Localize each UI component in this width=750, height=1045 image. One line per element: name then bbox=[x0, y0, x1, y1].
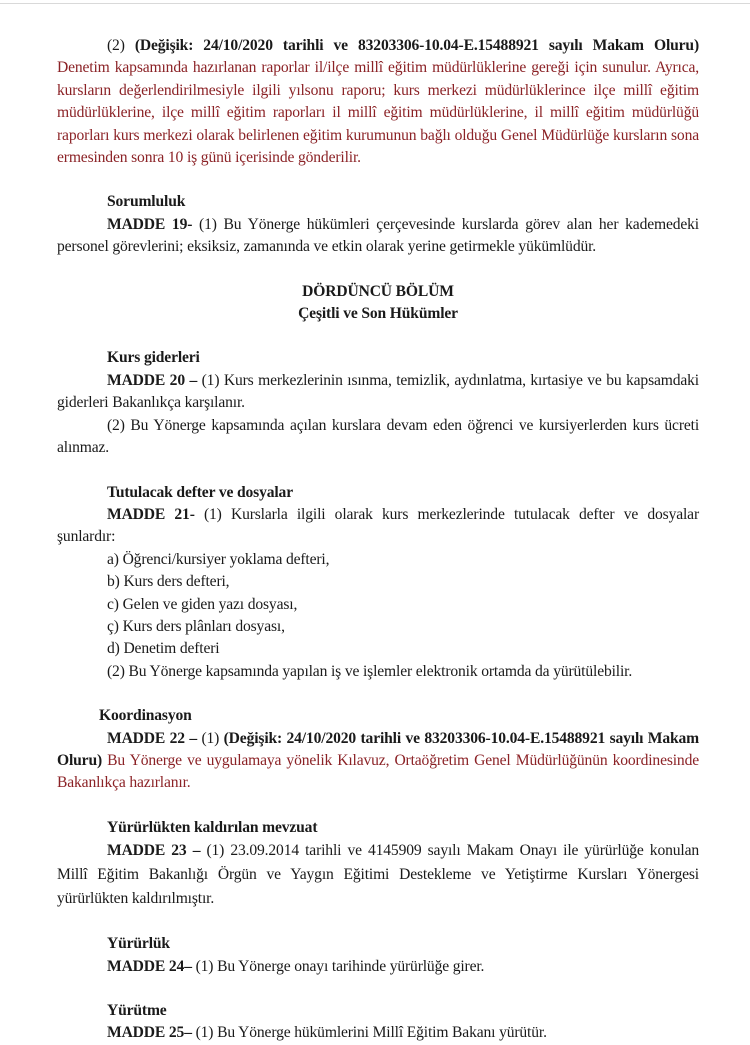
article-19-text: (1) Bu Yönerge hükümleri çerçevesinde kurslarda görev alan her kademedeki personel görevlerini; eksiksiz, zamanında ve etkin olarak yerine getirmekle yükümlüdür. bbox=[57, 215, 699, 256]
article-20-text-1: (1) Kurs merkezlerinin ısınma, temizlik, aydınlatma, kırtasiye ve bu kapsamdaki giderleri Bakanlıkça karşılanır. bbox=[57, 371, 699, 412]
article-21-list-item: d) Denetim defteri bbox=[107, 640, 220, 658]
article-21-text-1: (1) Kurslarla ilgili olarak kurs merkezlerinde tutulacak defter ve dosyalar şunlardır: bbox=[57, 505, 699, 546]
article-20-paragraph-1 bbox=[57, 370, 699, 415]
article-19-paragraph bbox=[57, 214, 699, 259]
article-22-number: (1) bbox=[201, 729, 220, 747]
article-24-label: MADDE 24– bbox=[107, 957, 192, 975]
article-24-text: (1) Bu Yönerge onayı tarihinde yürürlüğe girer. bbox=[195, 957, 485, 975]
article-25-paragraph bbox=[57, 1022, 699, 1044]
article-19-label: MADDE 19- bbox=[107, 215, 193, 233]
intro-number: (2) bbox=[107, 37, 125, 54]
article-22-amendment-note: (Değişik: 24/10/2020 tarihli ve 83203306-10.04-E.15488921 sayılı Makam Oluru) bbox=[57, 729, 700, 769]
article-25-label: MADDE 25– bbox=[107, 1024, 192, 1042]
intro-paragraph bbox=[57, 35, 699, 169]
intro-amended-text: Denetim kapsamında hazırlanan raporlar il/ilçe millî eğitim müdürlüklerine gereği için sunulur. Ayrıca, kursların değerlendirilmesiyle ilgili yılsonu raporu; kurs merkezi müdürlüklerince ilçe millî eğitim müdürlüklerine, ilçe millî eğitim raporları il millî eğitim müdürlüklerine, il millî eğitim müdürlüğü raporları kurs merkezi olarak belirlenen eğitim kurumunun bağlı olduğu Genel Müdürlüğe kursların sona ermesinden sonra 10 iş günü içerisinde gönderilir. bbox=[57, 59, 699, 167]
article-22-heading: Koordinasyon bbox=[99, 707, 192, 725]
article-20-label: MADDE 20 – bbox=[107, 371, 198, 389]
article-23-paragraph bbox=[57, 839, 699, 911]
article-24-paragraph bbox=[57, 956, 699, 978]
article-25-text: (1) Bu Yönerge hükümlerini Millî Eğitim Bakanı yürütür. bbox=[195, 1024, 547, 1042]
article-21-paragraph-2: (2) Bu Yönerge kapsamında yapılan iş ve işlemler elektronik ortamda da yürütülebilir. bbox=[107, 662, 633, 680]
article-21-heading: Tutulacak defter ve dosyalar bbox=[107, 483, 293, 501]
document-page bbox=[57, 35, 699, 1045]
article-22-amended-text: Bu Yönerge ve uygulamaya yönelik Kılavuz, Ortaöğretim Genel Müdürlüğünün koordinesinde Bakanlıkça hazırlanır. bbox=[57, 751, 700, 792]
top-divider bbox=[0, 3, 750, 4]
article-22-label: MADDE 22 – bbox=[107, 729, 197, 747]
article-21-list-item: a) Öğrenci/kursiyer yoklama defteri, bbox=[107, 550, 330, 568]
article-23-heading: Yürürlükten kaldırılan mevzuat bbox=[107, 818, 318, 836]
article-21-label: MADDE 21- bbox=[107, 505, 195, 523]
article-21-list-item: c) Gelen ve giden yazı dosyası, bbox=[107, 595, 298, 613]
intro-amendment-note: (Değişik: 24/10/2020 tarihli ve 83203306-10.04-E.15488921 sayılı Makam Oluru) bbox=[134, 37, 699, 54]
article-19-heading: Sorumluluk bbox=[107, 193, 186, 211]
section-title: DÖRDÜNCÜ BÖLÜM bbox=[302, 282, 454, 300]
article-22-paragraph bbox=[57, 728, 699, 795]
article-20-heading: Kurs giderleri bbox=[107, 349, 200, 367]
article-21-list-item: b) Kurs ders defteri, bbox=[107, 573, 230, 591]
article-21-paragraph-1 bbox=[57, 504, 699, 549]
article-23-text: (1) 23.09.2014 tarihli ve 4145909 sayılı Makam Onayı ile yürürlüğe konulan Millî Eğitim Bakanlığı Örgün ve Yaygın Eğitimi Destekleme ve Yetiştirme Kursları Yönergesi yürürlükten kaldırılmıştır. bbox=[57, 842, 699, 908]
article-20-paragraph-2: (2) Bu Yönerge kapsamında açılan kurslara devam eden öğrenci ve kursiyerlerden kurs ücreti alınmaz. bbox=[57, 416, 699, 457]
section-subtitle: Çeşitli ve Son Hükümler bbox=[298, 305, 458, 323]
article-24-heading: Yürürlük bbox=[107, 935, 170, 953]
article-23-label: MADDE 23 – bbox=[107, 842, 201, 860]
article-21-list-item: ç) Kurs ders plânları dosyası, bbox=[107, 617, 285, 635]
article-25-heading: Yürütme bbox=[107, 1002, 167, 1019]
